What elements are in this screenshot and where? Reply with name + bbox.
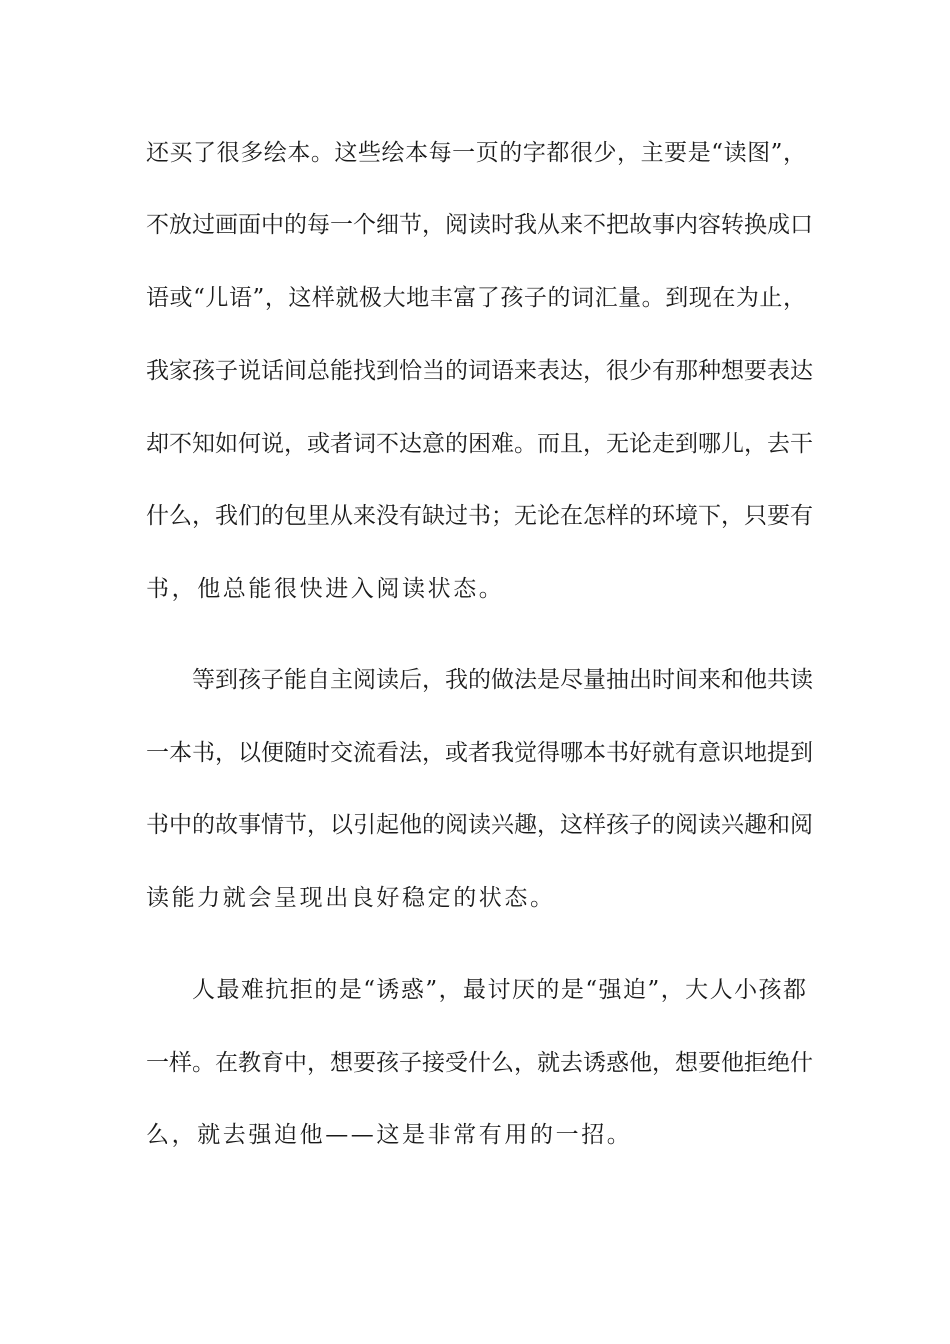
paragraph-line: 书中的故事情节，以引起他的阅读兴趣，这样孩子的阅读兴趣和阅 — [146, 812, 813, 838]
paragraph-line: 我家孩子说话间总能找到恰当的词语来表达，很少有那种想要表达 — [146, 358, 813, 384]
paragraph-line: 一本书，以便随时交流看法，或者我觉得哪本书好就有意识地提到 — [146, 740, 813, 766]
paragraph-line: 等到孩子能自主阅读后，我的做法是尽量抽出时间来和他共读 — [192, 667, 813, 693]
paragraph-line: 什么，我们的包里从来没有缺过书；无论在怎样的环境下，只要有 — [146, 503, 813, 529]
paragraph-line: 还买了很多绘本。这些绘本每一页的字都很少，主要是“读图”， — [146, 140, 806, 166]
paragraph-line: 不放过画面中的每一个细节，阅读时我从来不把故事内容转换成口 — [146, 212, 813, 238]
paragraph-line: 一样。在教育中，想要孩子接受什么，就去诱惑他，想要他拒绝什 — [146, 1050, 813, 1076]
paragraph-line: 语或“儿语”，这样就极大地丰富了孩子的词汇量。到现在为止， — [146, 285, 806, 311]
paragraph-line: 人最难抗拒的是“诱惑”，最讨厌的是“强迫”，大人小孩都 — [192, 977, 806, 1003]
paragraph-line: 么，就去强迫他——这是非常有用的一招。 — [146, 1122, 633, 1148]
paragraph-line: 却不知如何说，或者词不达意的困难。而且，无论走到哪儿，去干 — [146, 431, 813, 457]
paragraph-line: 读能力就会呈现出良好稳定的状态。 — [146, 885, 556, 911]
paragraph-line: 书，他总能很快进入阅读状态。 — [146, 576, 505, 602]
